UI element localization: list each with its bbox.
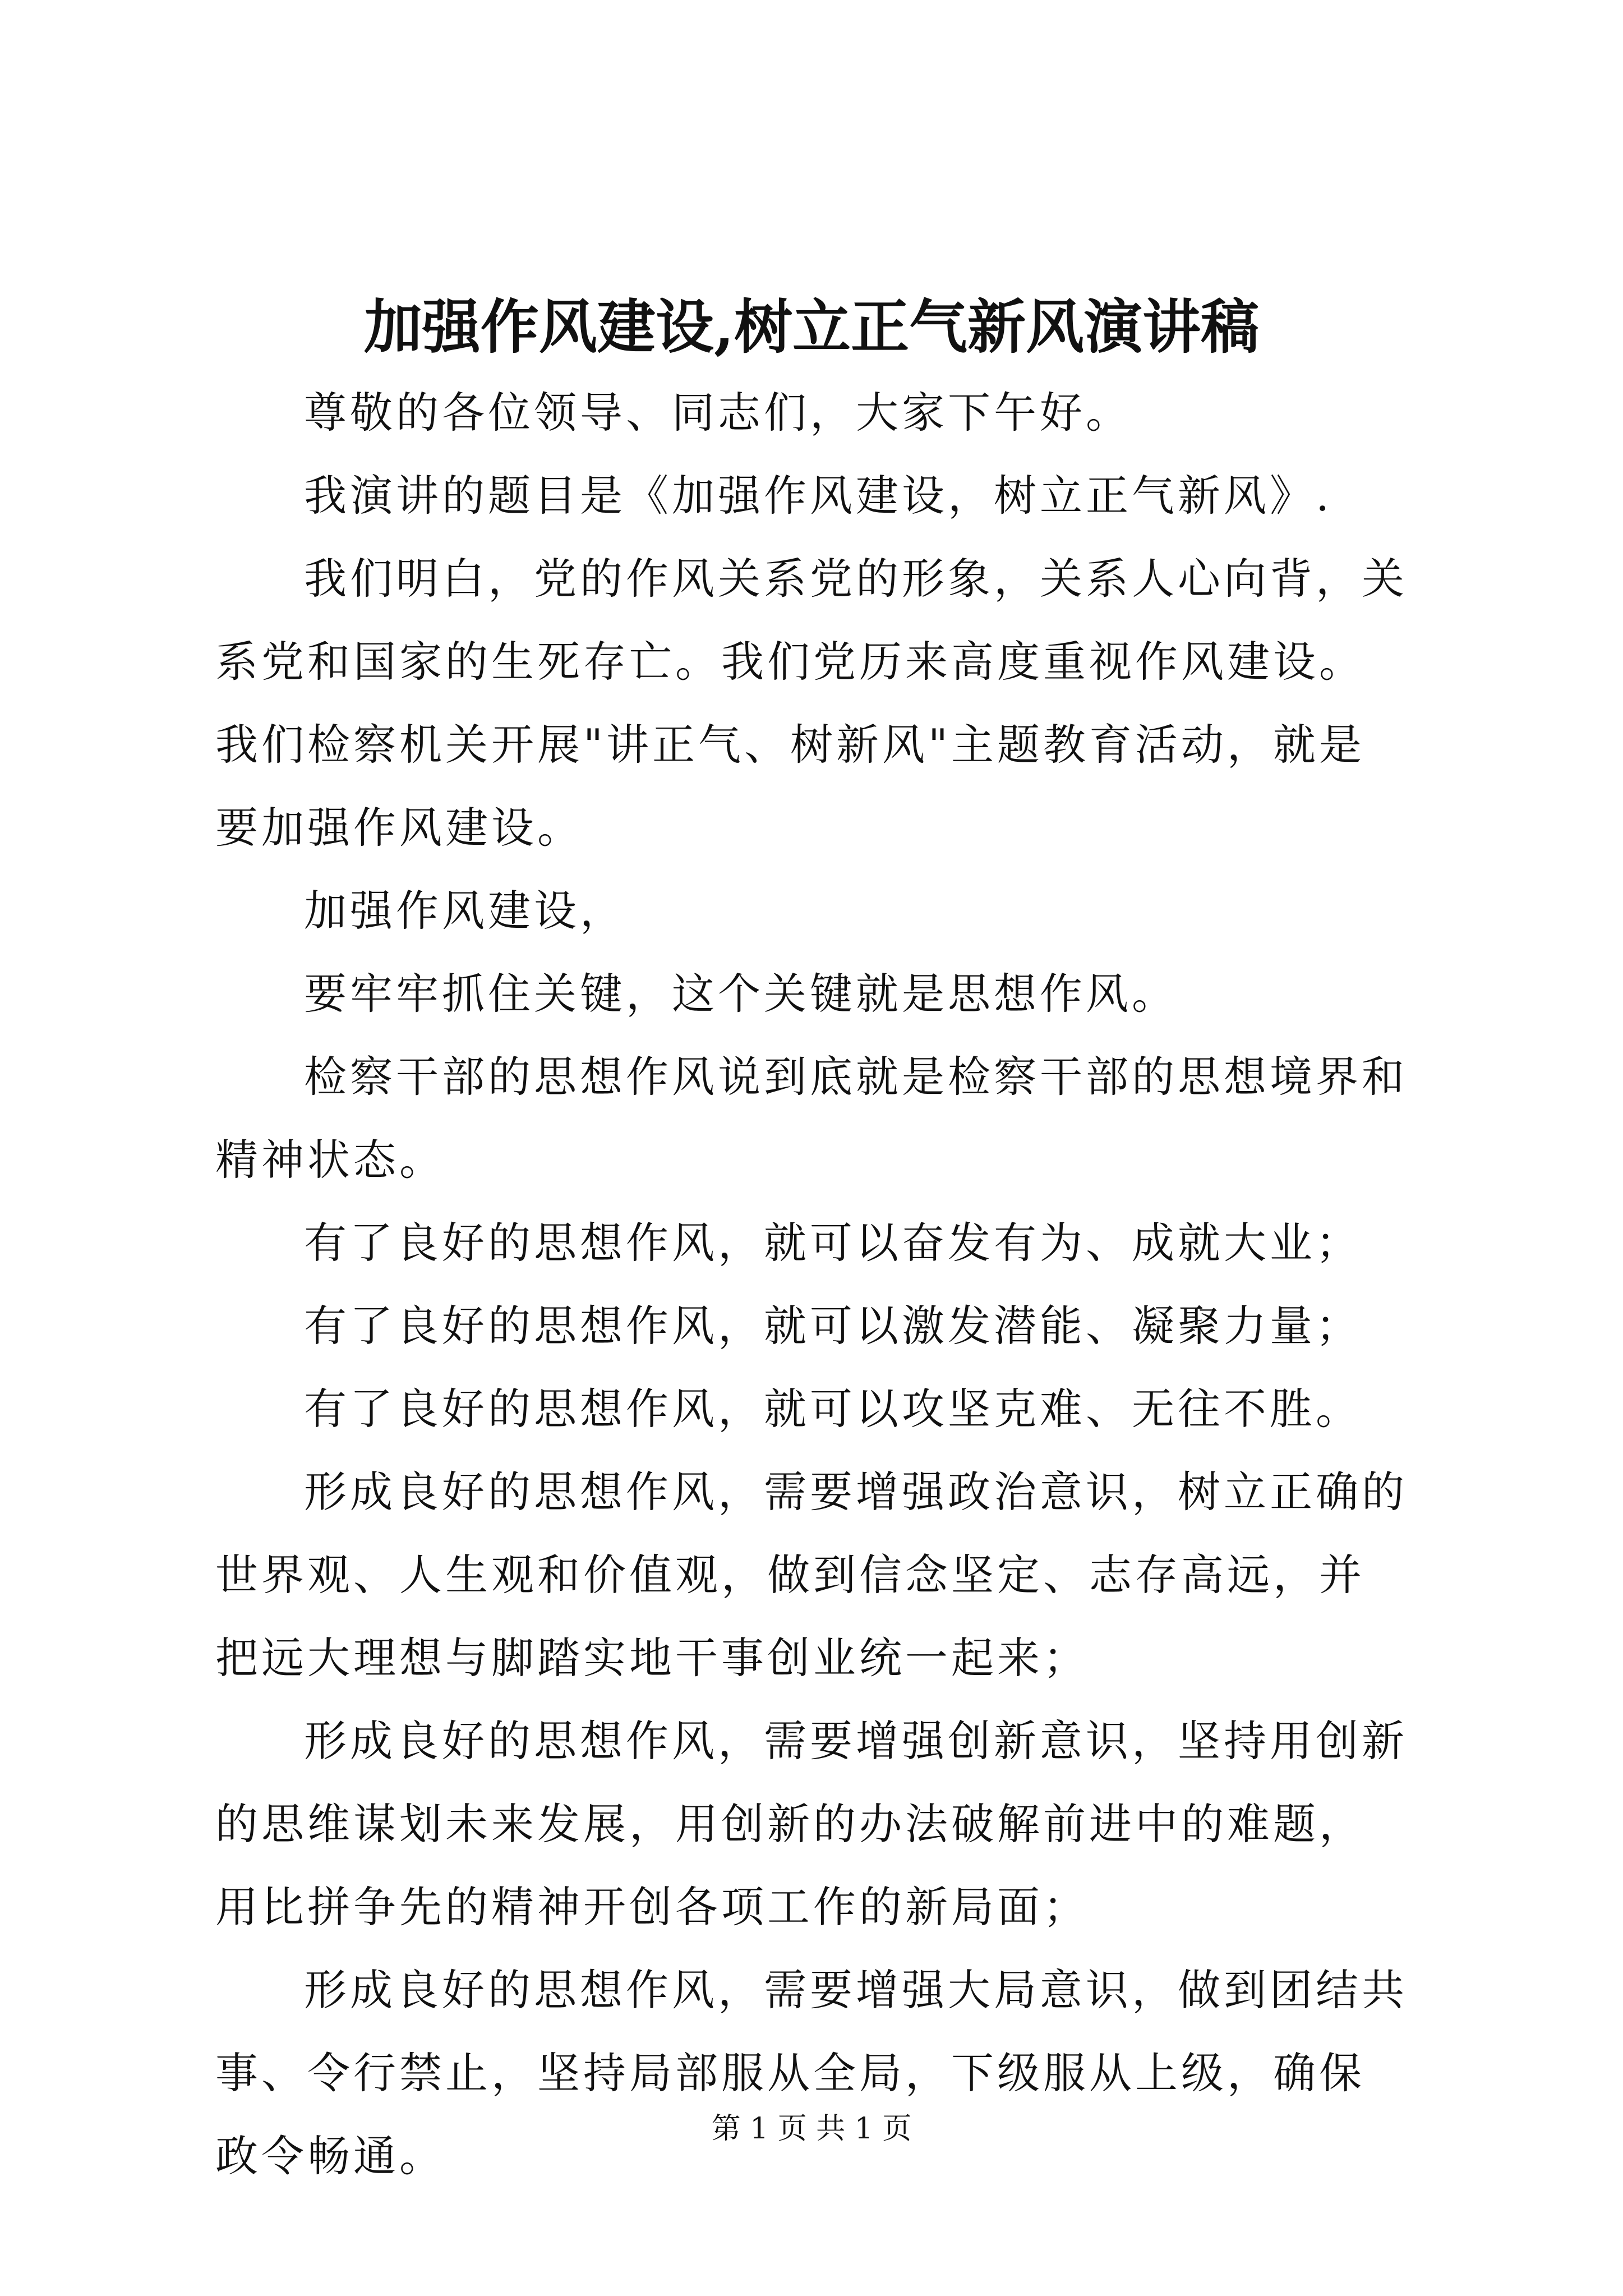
paragraph-topic: 我演讲的题目是《加强作风建设，树立正气新风》.: [304, 471, 1333, 521]
paragraph-strengthen: 加强作风建设，: [304, 886, 626, 936]
paragraph-benefit-1: 有了良好的思想作风，就可以奋发有为、成就大业；: [304, 1218, 1362, 1268]
paragraph-political-awareness: 形成良好的思想作风，需要增强政治意识，树立正确的世界观、人生观和价值观，做到信念坚定、志存高远，并把远大理想与脚踏实地干事创业统一起来；: [215, 1467, 1408, 1683]
paragraph-innovation-awareness: 形成良好的思想作风，需要增强创新意识，坚持用创新的思维谋划未来发展，用创新的办法破解前进中的难题，用比拼争先的精神开创各项工作的新局面；: [215, 1716, 1408, 1932]
paragraph-overall-awareness: 形成良好的思想作风，需要增强大局意识，做到团结共事、令行禁止，坚持局部服从全局，下级服从上级，确保政令畅通。: [215, 1965, 1408, 2181]
paragraph-benefit-2: 有了良好的思想作风，就可以激发潜能、凝聚力量；: [304, 1301, 1362, 1351]
paragraph-ideological-state: 检察干部的思想作风说到底就是检察干部的思想境界和精神状态。: [215, 1052, 1408, 1185]
paragraph-key: 要牢牢抓住关键，这个关键就是思想作风。: [304, 969, 1178, 1019]
paragraph-greeting: 尊敬的各位领导、同志们，大家下午好。: [304, 388, 1132, 438]
paragraph-party-style: 我们明白，党的作风关系党的形象，关系人心向背，关系党和国家的生死存亡。我们党历来高度重视作风建设。我们检察机关开展"讲正气、树新风"主题教育活动，就是要加强作风建设。: [215, 554, 1408, 853]
page-footer: 第 1 页 共 1 页: [711, 2112, 912, 2146]
document-body: [215, 371, 1408, 2198]
document-title: 加强作风建设,树立正气新风演讲稿: [363, 292, 1260, 361]
paragraph-benefit-3: 有了良好的思想作风，就可以攻坚克难、无往不胜。: [304, 1384, 1362, 1434]
